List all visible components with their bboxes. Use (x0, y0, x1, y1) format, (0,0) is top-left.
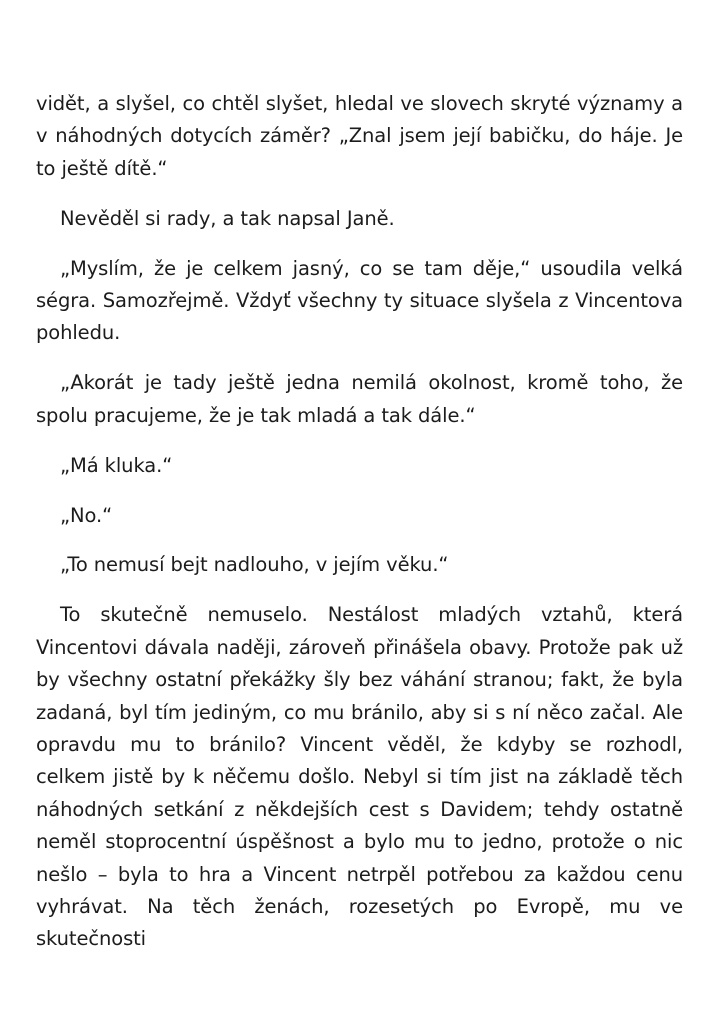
paragraph: „No.“ (60, 503, 113, 527)
paragraph: „To nemusí bejt nadlouho, v jejím věku.“ (60, 553, 449, 577)
paragraph: „Má kluka.“ (60, 453, 173, 477)
paragraph: „Akorát je tady ještě jedna nemilá okolnost, kromě toho, že spolu pracujeme, že je tak mladá a tak dále.“ (36, 371, 683, 427)
book-page (36, 88, 683, 956)
paragraph: „Myslím, že je celkem jasný, co se tam děje,“ usoudila velká ségra. Samozřejmě. Vždyť všechny ty situace slyšela z Vincentova pohledu. (36, 256, 683, 345)
paragraph-continuation: vidět, a slyšel, co chtěl slyšet, hledal ve slovech skryté významy a v náhodných dotycích záměr? „Znal jsem její babičku, do háje. Je to ještě dítě.“ (36, 92, 683, 180)
paragraph: To skutečně nemuselo. Nestálost mladých vztahů, která Vincentovi dávala naději, zároveň přinášela obavy. Protože pak už by všechny ostatní překážky šly bez váhání stranou; fakt, že byla zadaná, byl tím jediným, co mu bránilo, aby si s ní něco začal. Ale opravdu mu to bránilo? Vincent věděl, že kdyby se rozhodl, celkem jistě by k něčemu došlo. Nebyl si tím jist na základě těch náhodných setkání z někdejších cest s Davidem; tehdy ostatně neměl stoprocentní úspěšnost a bylo mu to jedno, protože o nic nešlo – byla to hra a Vincent netrpěl potřebou za každou cenu vyhrávat. Na těch ženách, rozesetých po Evropě, mu ve skutečnosti (36, 603, 683, 951)
paragraph: Nevěděl si rady, a tak napsal Janě. (60, 206, 395, 230)
